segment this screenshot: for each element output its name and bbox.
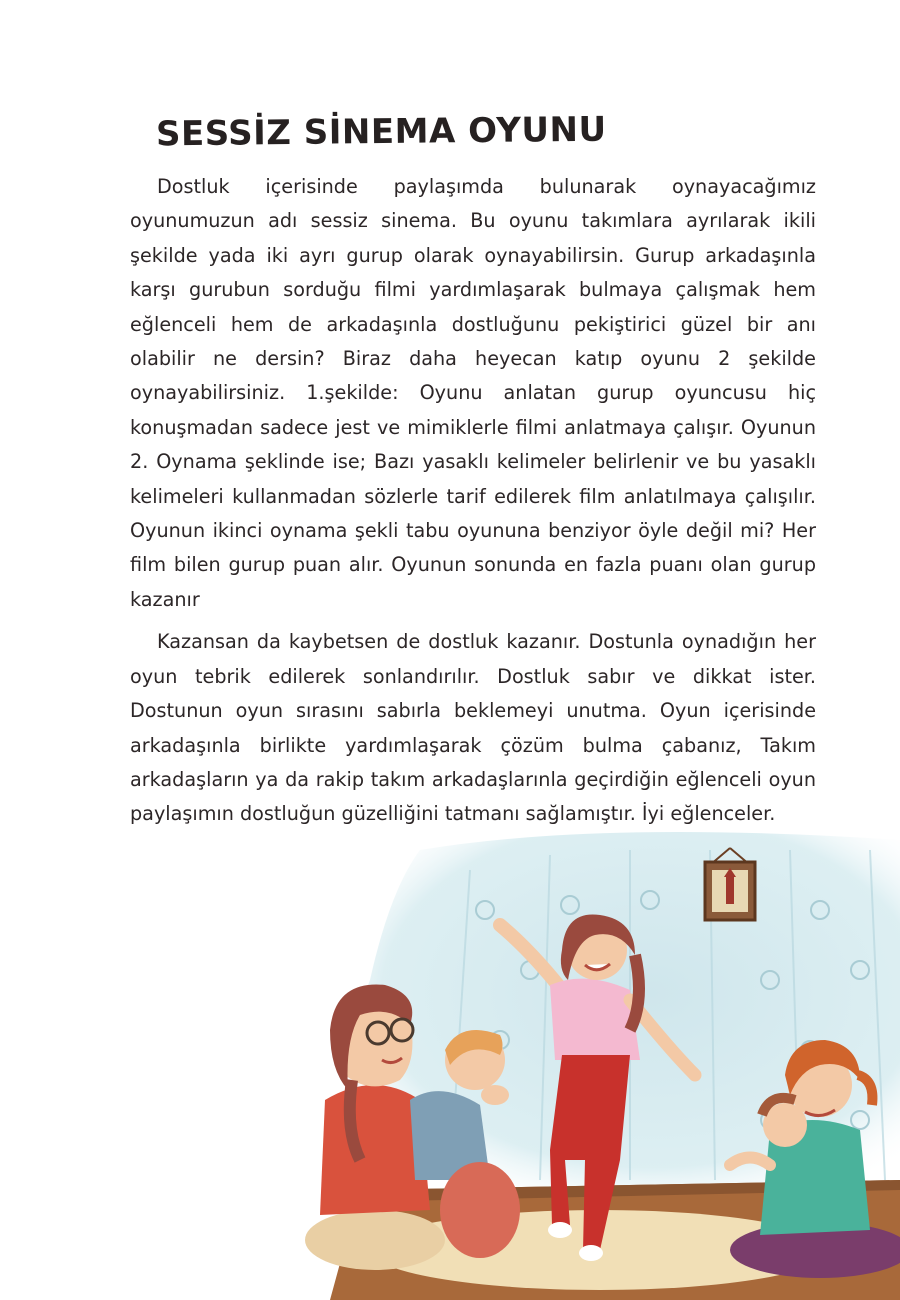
children-playing-illustration <box>300 830 900 1300</box>
paragraph-2: Kazansan da kaybetsen de dostluk kazanır. Dostunla oynadığın her oyun tebrik edilerek sonlandırılır. Dostluk sabır ve dikkat ister. Dostunun oyun sırasını sabırla beklemeyi unutma. Oyun içerisinde arkadaşınla birlikte yardımlaşarak çözüm bulma çabanız, Takım arkadaşların ya da rakip takım arkadaşlarınla geçirdiğin eğlenceli oyun paylaşımın dostluğun güzelliğini tatmanı sağlamıştır. İyi eğlenceler. <box>130 630 816 826</box>
paragraph-1: Dostluk içerisinde paylaşımda bulunarak oynayacağımız oyunumuzun adı sessiz sinema. Bu oyunu takımlara ayrılarak ikili şekilde yada iki ayrı gurup olarak oynayabilirsin. Gurup arkadaşınla karşı gurubun sorduğu filmi yardımlaşarak bulmaya çalışmak hem eğlenceli hem de arkadaşınla dostluğunu pekiştirici güzel bir anı olabilir ne dersin? Biraz daha heyecan katıp oyunu 2 şekilde oynayabilirsiniz. 1.şekilde: Oyunu anlatan gurup oyuncusu hiç konuşmadan sadece jest ve mimiklerle filmi anlatmaya çalışır. Oyunun 2. Oynama şeklinde ise; Bazı yasaklı kelimeler belirlenir ve bu yasaklı kelimeleri kullanmadan sözlerle tarif edilerek film anlatılmaya çalışılır. Oyunun ikinci oynama şekli tabu oyununa benziyor öyle değil mi? Her film bilen gurup puan alır. Oyunun sonunda en fazla puanı olan gurup kazanır <box>130 175 816 611</box>
children-playing-charades-illustration <box>300 830 900 1300</box>
body-text <box>130 170 816 840</box>
page-title: SESSİZ SİNEMA OYUNU <box>155 109 607 155</box>
